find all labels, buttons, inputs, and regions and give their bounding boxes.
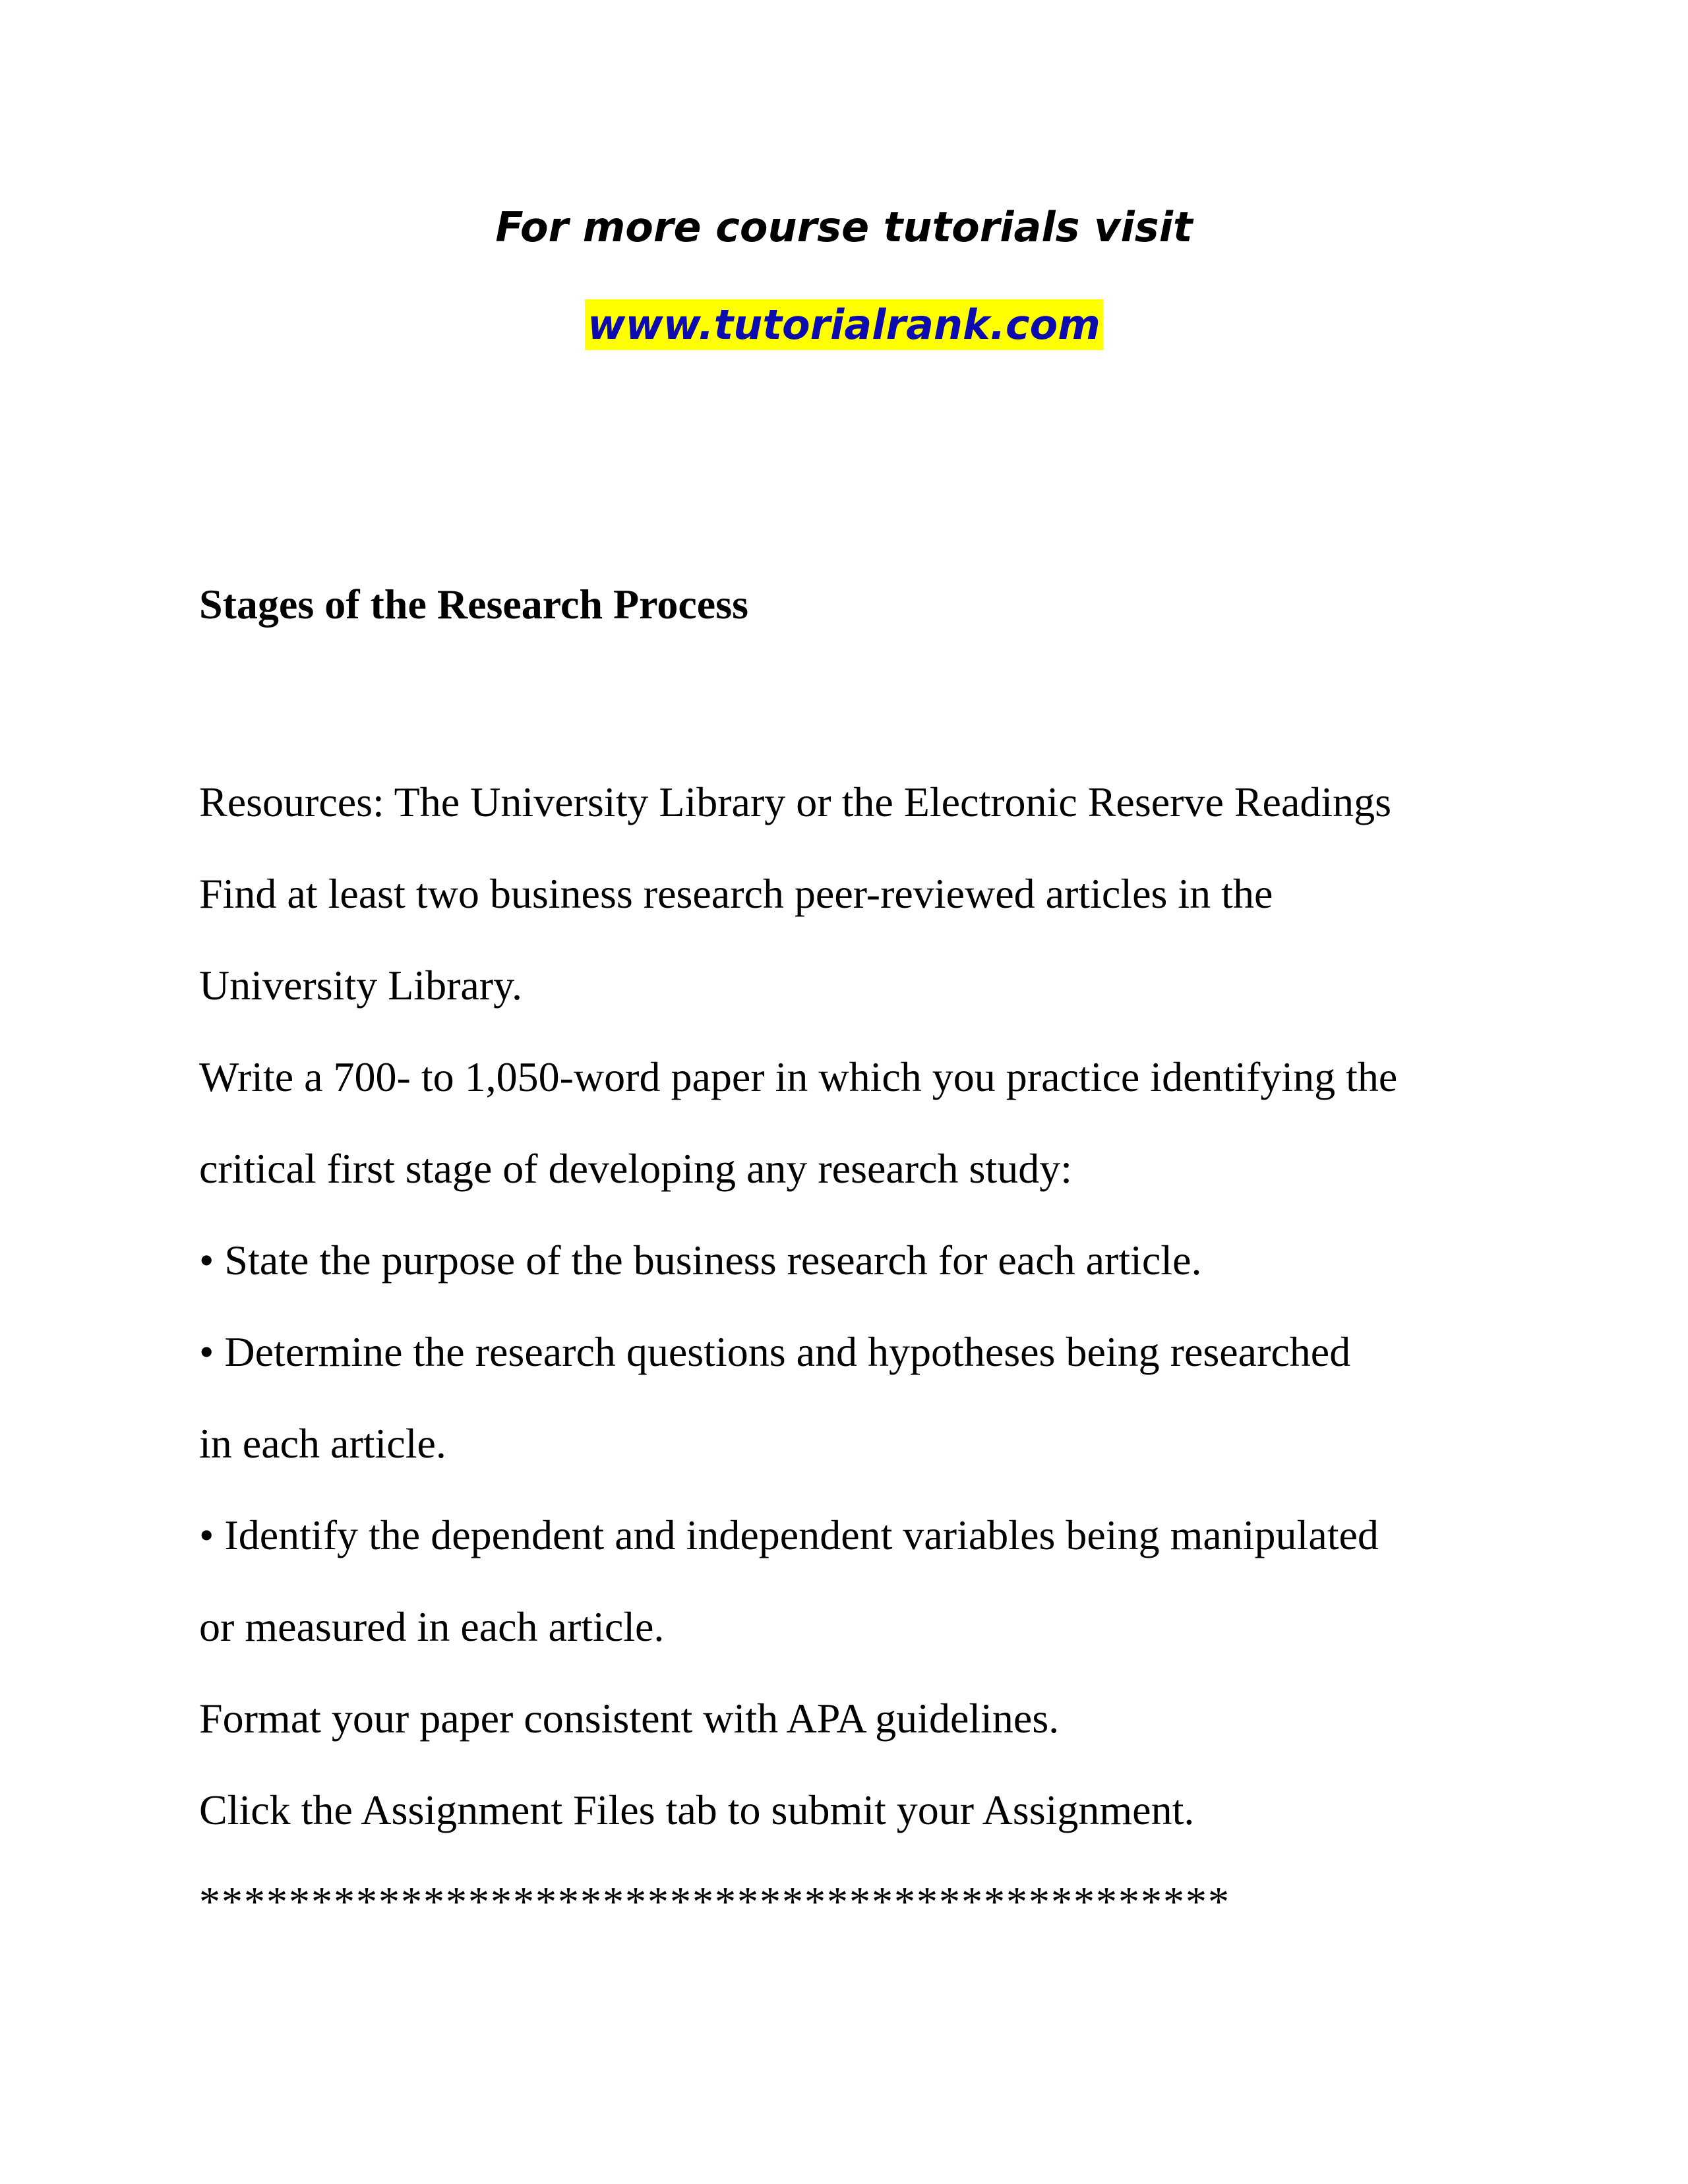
promo-title: For more course tutorials visit <box>495 203 1193 251</box>
instruction-line: Format your paper consistent with APA guidelines. <box>199 1695 1060 1742</box>
bullet-item-continuation: in each article. <box>199 1420 446 1467</box>
resources-line: Resources: The University Library or the Electronic Reserve Readings <box>199 779 1392 825</box>
promo-url-link[interactable]: www.tutorialrank.com <box>585 299 1103 350</box>
bullet-item-continuation: or measured in each article. <box>199 1603 665 1650</box>
promo-url-container <box>0 295 1688 355</box>
document-heading: Stages of the Research Process <box>199 581 748 628</box>
instruction-line: critical first stage of developing any research study: <box>199 1145 1072 1192</box>
instruction-line: Write a 700- to 1,050-word paper in which you practice identifying the <box>199 1053 1398 1100</box>
assignment-body <box>199 756 1518 1947</box>
bullet-item: • State the purpose of the business research for each article. <box>199 1237 1202 1284</box>
bullet-item: • Determine the research questions and hypotheses being researched <box>199 1328 1351 1375</box>
instruction-line: University Library. <box>199 962 522 1009</box>
instruction-line: Find at least two business research peer-reviewed articles in the <box>199 870 1273 917</box>
asterisk-divider: ********************************************** <box>199 1878 1230 1925</box>
bullet-item: • Identify the dependent and independent variables being manipulated <box>199 1512 1379 1558</box>
instruction-line: Click the Assignment Files tab to submit your Assignment. <box>199 1786 1195 1833</box>
